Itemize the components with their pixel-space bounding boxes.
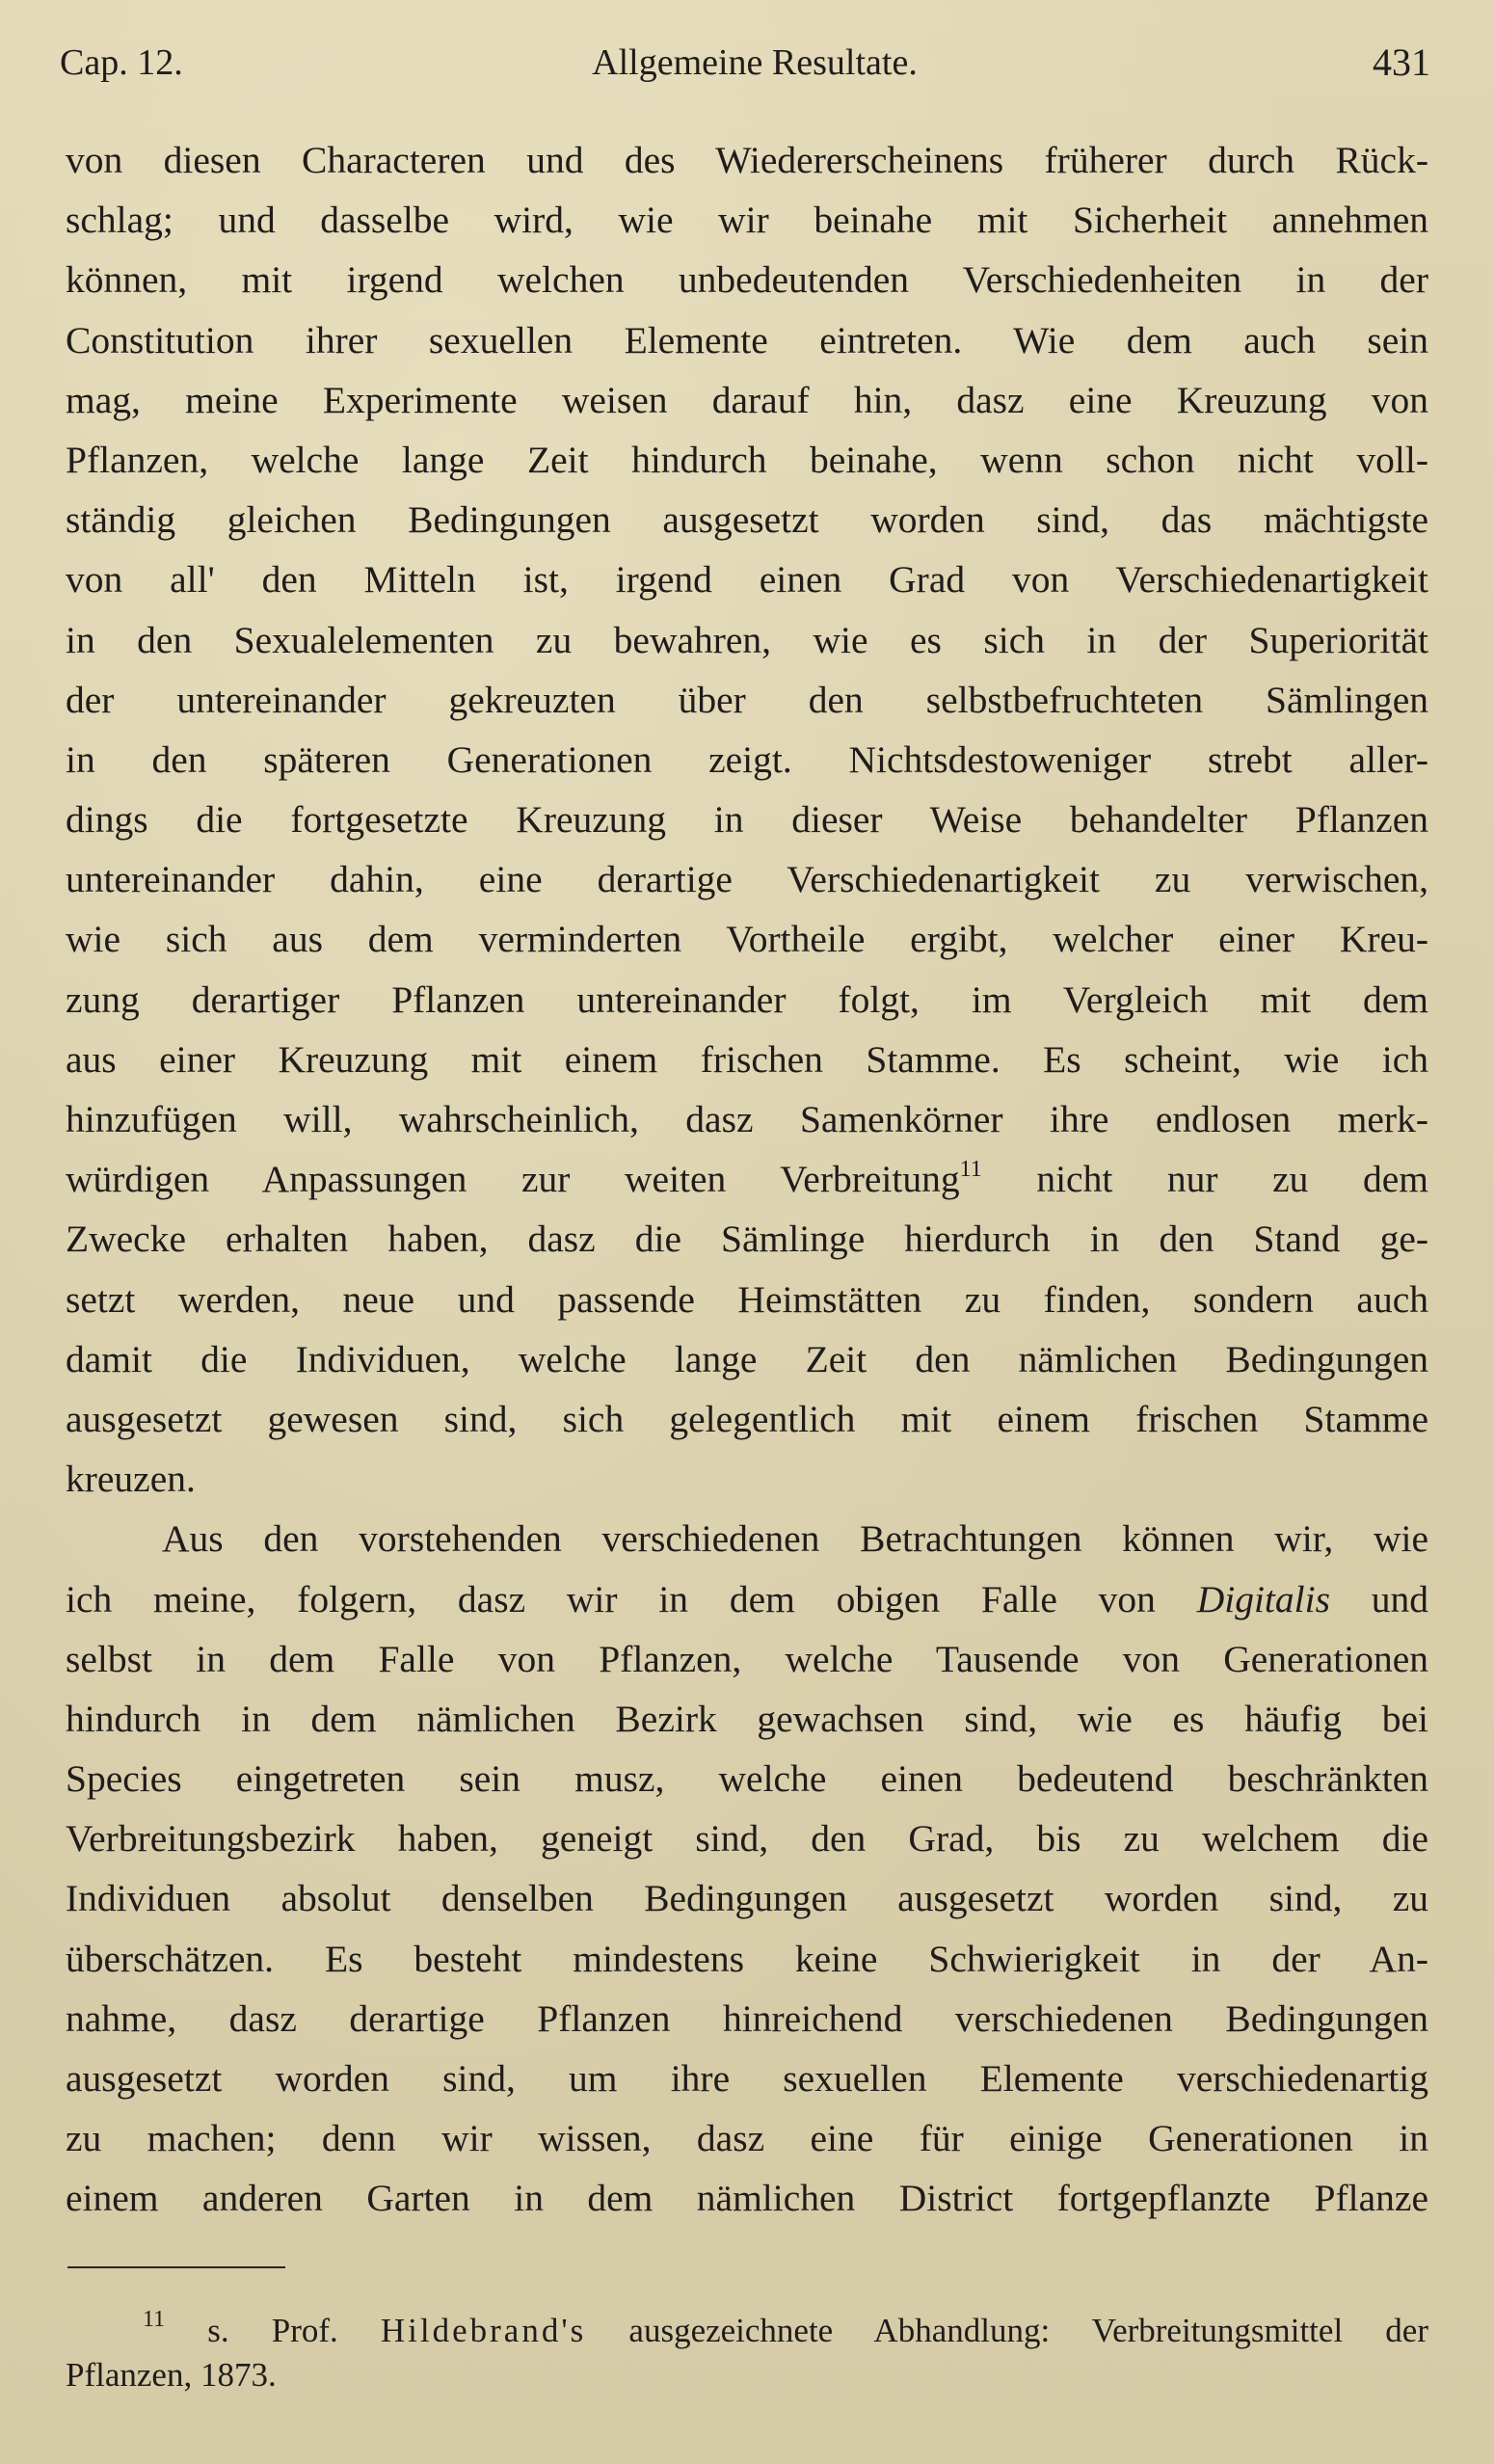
text-line-footnote-ref: würdigen Anpassungen zur weiten Verbreitung$^{11}$ nicht nur zu dem [66, 1157, 1428, 1201]
text-line: zung derartiger Pflanzen untereinander folgt, im Vergleich mit dem [66, 978, 1428, 1021]
paragraph-2 [66, 1509, 1428, 2228]
text-line: schlag; und dasselbe wird, wie wir beinahe mit Sicherheit annehmen [66, 199, 1428, 242]
author-name: Hildebrand's [380, 2312, 587, 2349]
text-line: einem anderen Garten in dem nämlichen District fortgepflanzte Pflanze [66, 2177, 1428, 2220]
text-line: ständig gleichen Bedingungen ausgesetzt worden sind, das mächtigste [66, 498, 1428, 542]
text-line: Constitution ihrer sexuellen Elemente eintreten. Wie dem auch sein [66, 318, 1428, 362]
text-line: hindurch in dem nämlichen Bezirk gewachsen sind, wie es häufig bei [66, 1697, 1428, 1740]
text-line: selbst in dem Falle von Pflanzen, welche Tausende von Generationen [66, 1637, 1428, 1680]
footnote-line-1: $^{11}$ s. Prof. Hildebrand's ausgezeichnete Abhandlung: Verbreitungsmittel der [143, 2307, 1428, 2349]
text-line: überschätzen. Es besteht mindestens keine Schwierigkeit in der An- [66, 1937, 1428, 1980]
species-name-italic: Digitalis [1196, 1577, 1330, 1620]
text-line: nahme, dasz derartige Pflanzen hinreichend verschiedenen Bedingungen [66, 1996, 1428, 2040]
text-line: aus einer Kreuzung mit einem frischen Stamme. Es scheint, wie ich [66, 1037, 1428, 1081]
text-line: kreuzen. [66, 1458, 196, 1501]
text-line: von diesen Characteren und des Wiedererscheinens früherer durch Rück- [66, 139, 1428, 181]
footnote-reference[interactable]: 11 [959, 1157, 982, 1183]
footnote-separator [67, 2266, 285, 2268]
running-head [60, 39, 1430, 87]
text-line: von all' den Mitteln ist, irgend einen Grad von Verschiedenartigkeit [66, 558, 1428, 602]
text-line: der untereinander gekreuzten über den selbstbefruchteten Sämlingen [66, 678, 1428, 721]
footnote-marker: 11 [143, 2307, 166, 2332]
paragraph-2-rest [66, 1629, 1428, 2229]
text-line: dings die fortgesetzte Kreuzung in dieser Weise behandelter Pflanzen [66, 798, 1428, 842]
paragraph-1-end [66, 1209, 1428, 1509]
text-line: in den Sexualelementen zu bewahren, wie es sich in der Superiorität [66, 618, 1428, 661]
text-line: ausgesetzt gewesen sind, sich gelegentlich mit einem frischen Stamme [66, 1397, 1428, 1440]
text-line: Species eingetreten sein musz, welche einen bedeutend beschränkten [66, 1757, 1428, 1801]
chapter-label: Cap. 12. [60, 42, 183, 83]
text-line: Individuen absolut denselben Bedingungen ausgesetzt worden sind, zu [66, 1877, 1428, 1920]
text-line: ausgesetzt worden sind, um ihre sexuellen Elemente verschiedenartig [66, 2057, 1428, 2100]
text-line: mag, meine Experimente weisen darauf hin, dasz eine Kreuzung von [66, 378, 1428, 421]
footnote [66, 2309, 1428, 2397]
text-line: in den späteren Generationen zeigt. Nichtsdestoweniger strebt aller- [66, 737, 1428, 781]
text-line: Verbreitungsbezirk haben, geneigt sind, den Grad, bis zu welchem die [66, 1817, 1428, 1861]
page-number: 431 [1373, 40, 1430, 84]
text-line: können, mit irgend welchen unbedeutenden Verschiedenheiten in der [66, 258, 1428, 302]
body-text [66, 130, 1428, 2229]
text-line: wie sich aus dem verminderten Vortheile ergibt, welcher einer Kreu- [66, 918, 1428, 961]
text-line: hinzufügen will, wahrscheinlich, dasz Samenkörner ihre endlosen merk- [66, 1098, 1428, 1140]
paragraph-1 [66, 130, 1428, 1149]
text-line: setzt werden, neue und passende Heimstätten zu finden, sondern auch [66, 1277, 1428, 1321]
text-line: zu machen; denn wir wissen, dasz eine für einige Generationen in [66, 2117, 1428, 2160]
running-title: Allgemeine Resultate. [592, 42, 918, 83]
text-line: untereinander dahin, eine derartige Verschiedenartigkeit zu verwischen, [66, 858, 1428, 901]
text-line: Pflanzen, welche lange Zeit hindurch beinahe, wenn schon nicht voll- [66, 438, 1428, 481]
text-line: Zwecke erhalten haben, dasz die Sämlinge hierdurch in den Stand ge- [66, 1218, 1428, 1261]
footnote-line-2: Pflanzen, 1873. [66, 2356, 277, 2394]
text-line-para2-first: Aus den vorstehenden verschiedenen Betrachtungen können wir, wie [162, 1517, 1428, 1561]
text-line-digitalis: ich meine, folgern, dasz wir in dem obigen Falle von Digitalis und [66, 1577, 1429, 1620]
text-line: damit die Individuen, welche lange Zeit den nämlichen Bedingungen [66, 1337, 1428, 1380]
